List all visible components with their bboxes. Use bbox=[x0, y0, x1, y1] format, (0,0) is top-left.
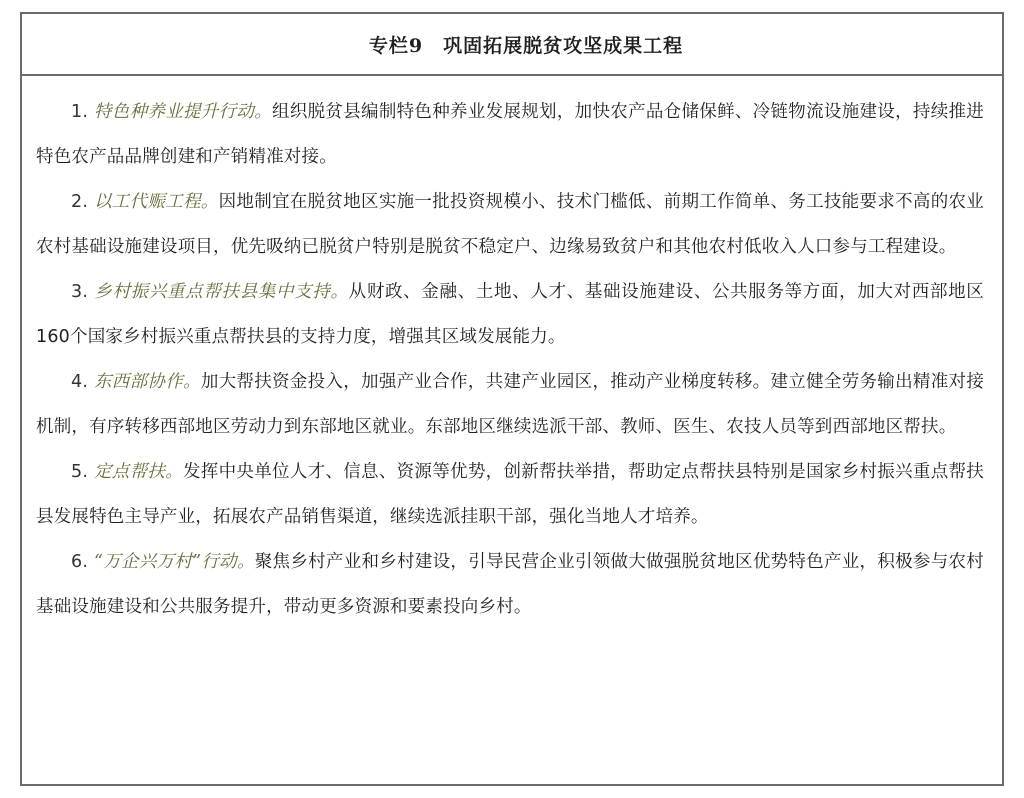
item-number: 6. bbox=[71, 552, 89, 572]
item-heading: “万企兴万村”行动。 bbox=[93, 552, 255, 572]
column-title: 专栏9 巩固拓展脱贫攻坚成果工程 bbox=[368, 34, 684, 57]
item-number: 1. bbox=[71, 102, 89, 122]
list-item bbox=[36, 540, 984, 630]
item-heading: 以工代赈工程。 bbox=[93, 192, 219, 212]
list-item bbox=[36, 270, 984, 360]
item-heading: 东西部协作。 bbox=[93, 372, 201, 392]
item-number: 4. bbox=[71, 372, 89, 392]
list-item bbox=[36, 180, 984, 270]
item-text: 因地制宜在脱贫地区实施一批投资规模小、技术门槛低、前期工作简单、务工技能要求不高的农业农村基础设施建设项目，优先吸纳已脱贫户特别是脱贫不稳定户、边缘易致贫户和其他农村低收入人口参与工程建设。 bbox=[36, 192, 984, 257]
item-text: 聚焦乡村产业和乡村建设，引导民营企业引领做大做强脱贫地区优势特色产业，积极参与农村基础设施建设和公共服务提升，带动更多资源和要素投向乡村。 bbox=[36, 552, 984, 617]
item-number: 2. bbox=[71, 192, 89, 212]
column-header bbox=[22, 14, 1002, 76]
item-text: 加大帮扶资金投入，加强产业合作，共建产业园区，推动产业梯度转移。建立健全劳务输出精准对接机制，有序转移西部地区劳动力到东部地区就业。东部地区继续选派干部、教师、医生、农技人员等到西部地区帮扶。 bbox=[36, 372, 985, 437]
item-heading: 乡村振兴重点帮扶县集中支持。 bbox=[94, 282, 349, 302]
list-item bbox=[36, 90, 984, 180]
list-item bbox=[36, 360, 984, 450]
item-text: 组织脱贫县编制特色种养业发展规划，加快农产品仓储保鲜、冷链物流设施建设，持续推进特色农产品品牌创建和产销精准对接。 bbox=[36, 102, 985, 167]
item-text: 发挥中央单位人才、信息、资源等优势，创新帮扶举措，帮助定点帮扶县特别是国家乡村振兴重点帮扶县发展特色主导产业，拓展农产品销售渠道，继续选派挂职干部，强化当地人才培养。 bbox=[36, 462, 985, 527]
list-item bbox=[36, 450, 984, 540]
column-body bbox=[22, 76, 1002, 630]
item-text: 从财政、金融、土地、人才、基础设施建设、公共服务等方面，加大对西部地区160个国家乡村振兴重点帮扶县的支持力度，增强其区域发展能力。 bbox=[36, 282, 984, 347]
column-box bbox=[20, 12, 1004, 786]
item-number: 5. bbox=[71, 462, 89, 482]
item-number: 3. bbox=[71, 282, 89, 302]
item-heading: 特色种养业提升行动。 bbox=[93, 102, 273, 122]
item-heading: 定点帮扶。 bbox=[93, 462, 183, 482]
